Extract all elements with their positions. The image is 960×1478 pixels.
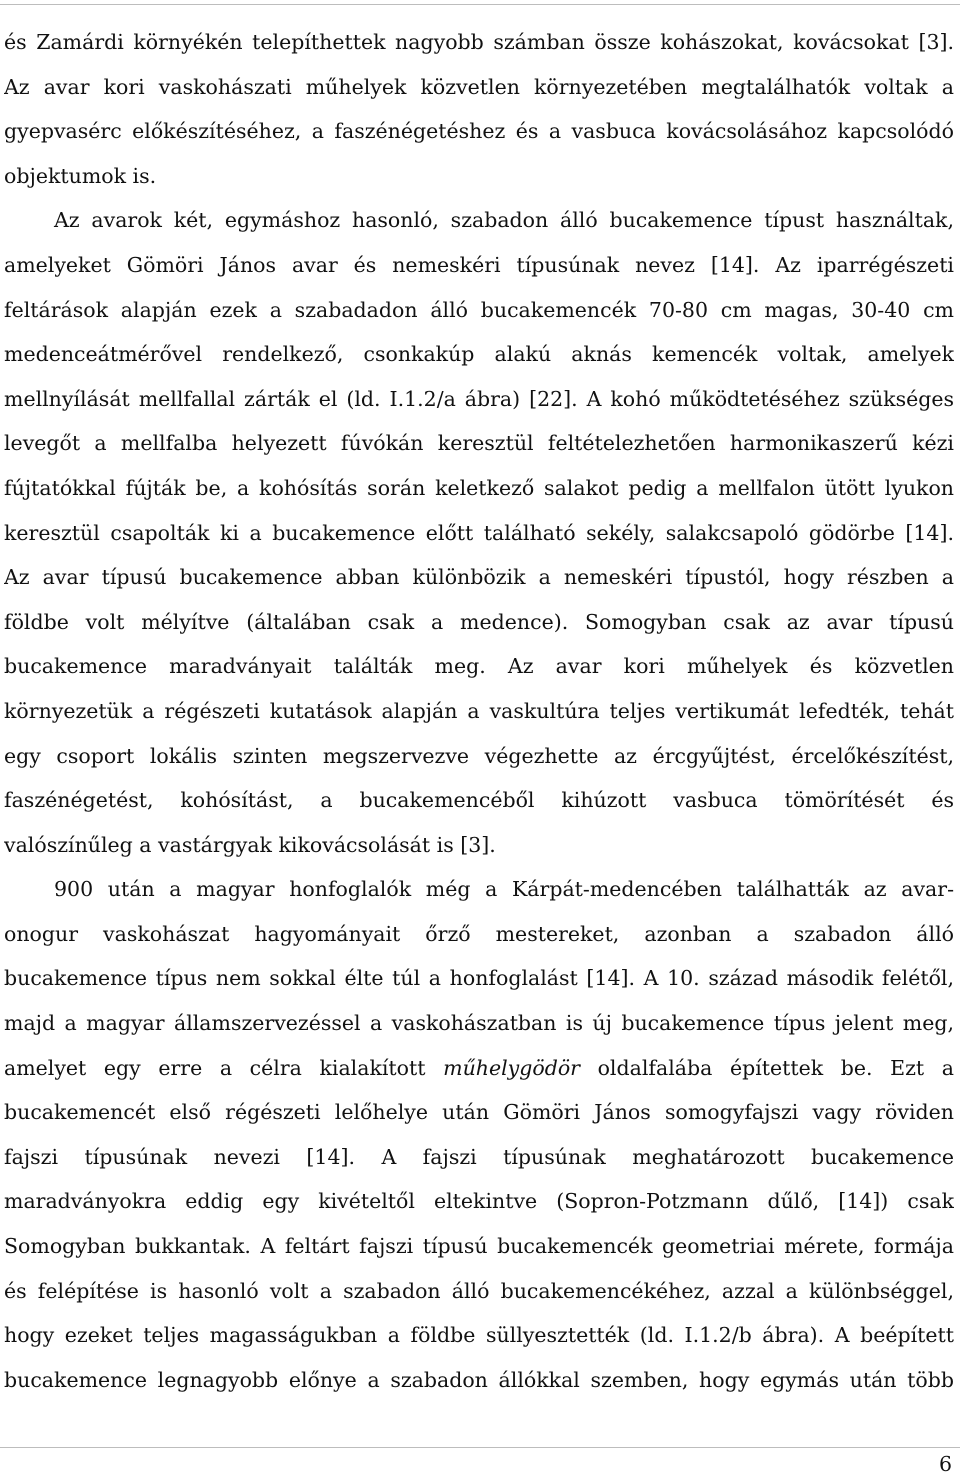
text-line: földbe volt mélyítve (általában csak a medence). Somogyban csak az avar típusú xyxy=(4,609,954,634)
page-body xyxy=(4,20,954,1402)
emphasized-term: műhelygödör xyxy=(443,1055,580,1080)
text-line: objektumok is. xyxy=(4,163,157,188)
text-line: onogur vaskohászat hagyományait őrző mestereket, azonban a szabadon álló xyxy=(4,921,954,946)
paragraph-3 xyxy=(4,867,954,1402)
text-line: bucakemence legnagyobb előnye a szabadon állókkal szemben, hogy egymás után több xyxy=(4,1367,954,1392)
text-line: hogy ezeket teljes magasságukban a földbe süllyesztették (ld. I.1.2/b ábra). A beépített xyxy=(4,1323,954,1348)
text-line: maradványokra eddig egy kivételtől eltekintve (Sopron-Potzmann dűlő, [14]) csak xyxy=(4,1189,954,1214)
text-line: Az avar kori vaskohászati műhelyek közvetlen környezetében megtalálhatók voltak a xyxy=(4,74,954,99)
text-line: faszénégetést, kohósítást, a bucakemencéből kihúzott vasbuca tömörítését és xyxy=(4,788,954,813)
paragraph-2 xyxy=(4,198,954,867)
text-line: medenceátmérővel rendelkező, csonkakúp alakú aknás kemencék voltak, amelyek xyxy=(4,342,954,367)
text-line: Somogyban bukkantak. A feltárt fajszi típusú bucakemencék geometriai mérete, formája xyxy=(4,1234,954,1259)
paragraph-1 xyxy=(4,20,954,198)
footer-rule xyxy=(0,1447,960,1448)
text-line: Az avarok két, egymáshoz hasonló, szabadon álló bucakemence típust használtak, xyxy=(54,208,954,233)
text-line: bucakemence típus nem sokkal élte túl a honfoglalást [14]. A 10. század második felétől, xyxy=(4,966,954,991)
text-line: fajszi típusúnak nevezi [14]. A fajszi típusúnak meghatározott bucakemence xyxy=(4,1144,954,1169)
text-line: 900 után a magyar honfoglalók még a Kárpát-medencében találhatták az avar- xyxy=(54,877,954,902)
text-line: valószínűleg a vastárgyak kikovácsolását is [3]. xyxy=(4,832,496,857)
text-line-with-emphasis xyxy=(4,1046,954,1091)
page-number: 6 xyxy=(938,1452,952,1476)
text-line: bucakemencét első régészeti lelőhelye után Gömöri János somogyfajszi vagy röviden xyxy=(4,1100,954,1125)
text-line: fújtatókkal fújták be, a kohósítás során keletkező salakot pedig a mellfalon ütött lyukon xyxy=(4,475,954,500)
text-line: mellnyílását mellfallal zárták el (ld. I.1.2/a ábra) [22]. A kohó működtetéséhez szükséges xyxy=(4,386,954,411)
text-segment: amelyet egy erre a célra kialakított xyxy=(4,1055,426,1080)
text-line: és Zamárdi környékén telepíthettek nagyobb számban össze kohászokat, kovácsokat [3]. xyxy=(4,30,954,54)
text-line: és felépítése is hasonló volt a szabadon álló bucakemencékéhez, azzal a különbséggel, xyxy=(4,1278,954,1303)
text-segment: oldalfalába építettek be. Ezt a xyxy=(597,1055,954,1080)
text-line: levegőt a mellfalba helyezett fúvókán keresztül feltételezhetően harmonikaszerű kézi xyxy=(4,431,954,456)
text-line: Az avar típusú bucakemence abban különbözik a nemeskéri típustól, hogy részben a xyxy=(4,565,954,590)
text-line: környezetük a régészeti kutatások alapján a vaskultúra teljes vertikumát lefedték, tehát xyxy=(4,698,954,723)
text-line: gyepvasérc előkészítéséhez, a faszénégetéshez és a vasbuca kovácsolásához kapcsolódó xyxy=(4,119,954,144)
header-rule xyxy=(0,4,960,5)
text-line: amelyeket Gömöri János avar és nemeskéri típusúnak nevez [14]. Az iparrégészeti xyxy=(4,252,954,277)
text-line: bucakemence maradványait találták meg. Az avar kori műhelyek és közvetlen xyxy=(4,654,954,679)
text-line: keresztül csapolták ki a bucakemence előtt található sekély, salakcsapoló gödörbe [14]. xyxy=(4,520,954,545)
text-line: egy csoport lokális szinten megszervezve végezhette az ércgyűjtést, ércelőkészítést, xyxy=(4,743,954,768)
text-line: majd a magyar államszervezéssel a vaskohászatban is új bucakemence típus jelent meg, xyxy=(4,1011,954,1036)
text-line: feltárások alapján ezek a szabadadon álló bucakemencék 70-80 cm magas, 30-40 cm xyxy=(4,297,954,322)
